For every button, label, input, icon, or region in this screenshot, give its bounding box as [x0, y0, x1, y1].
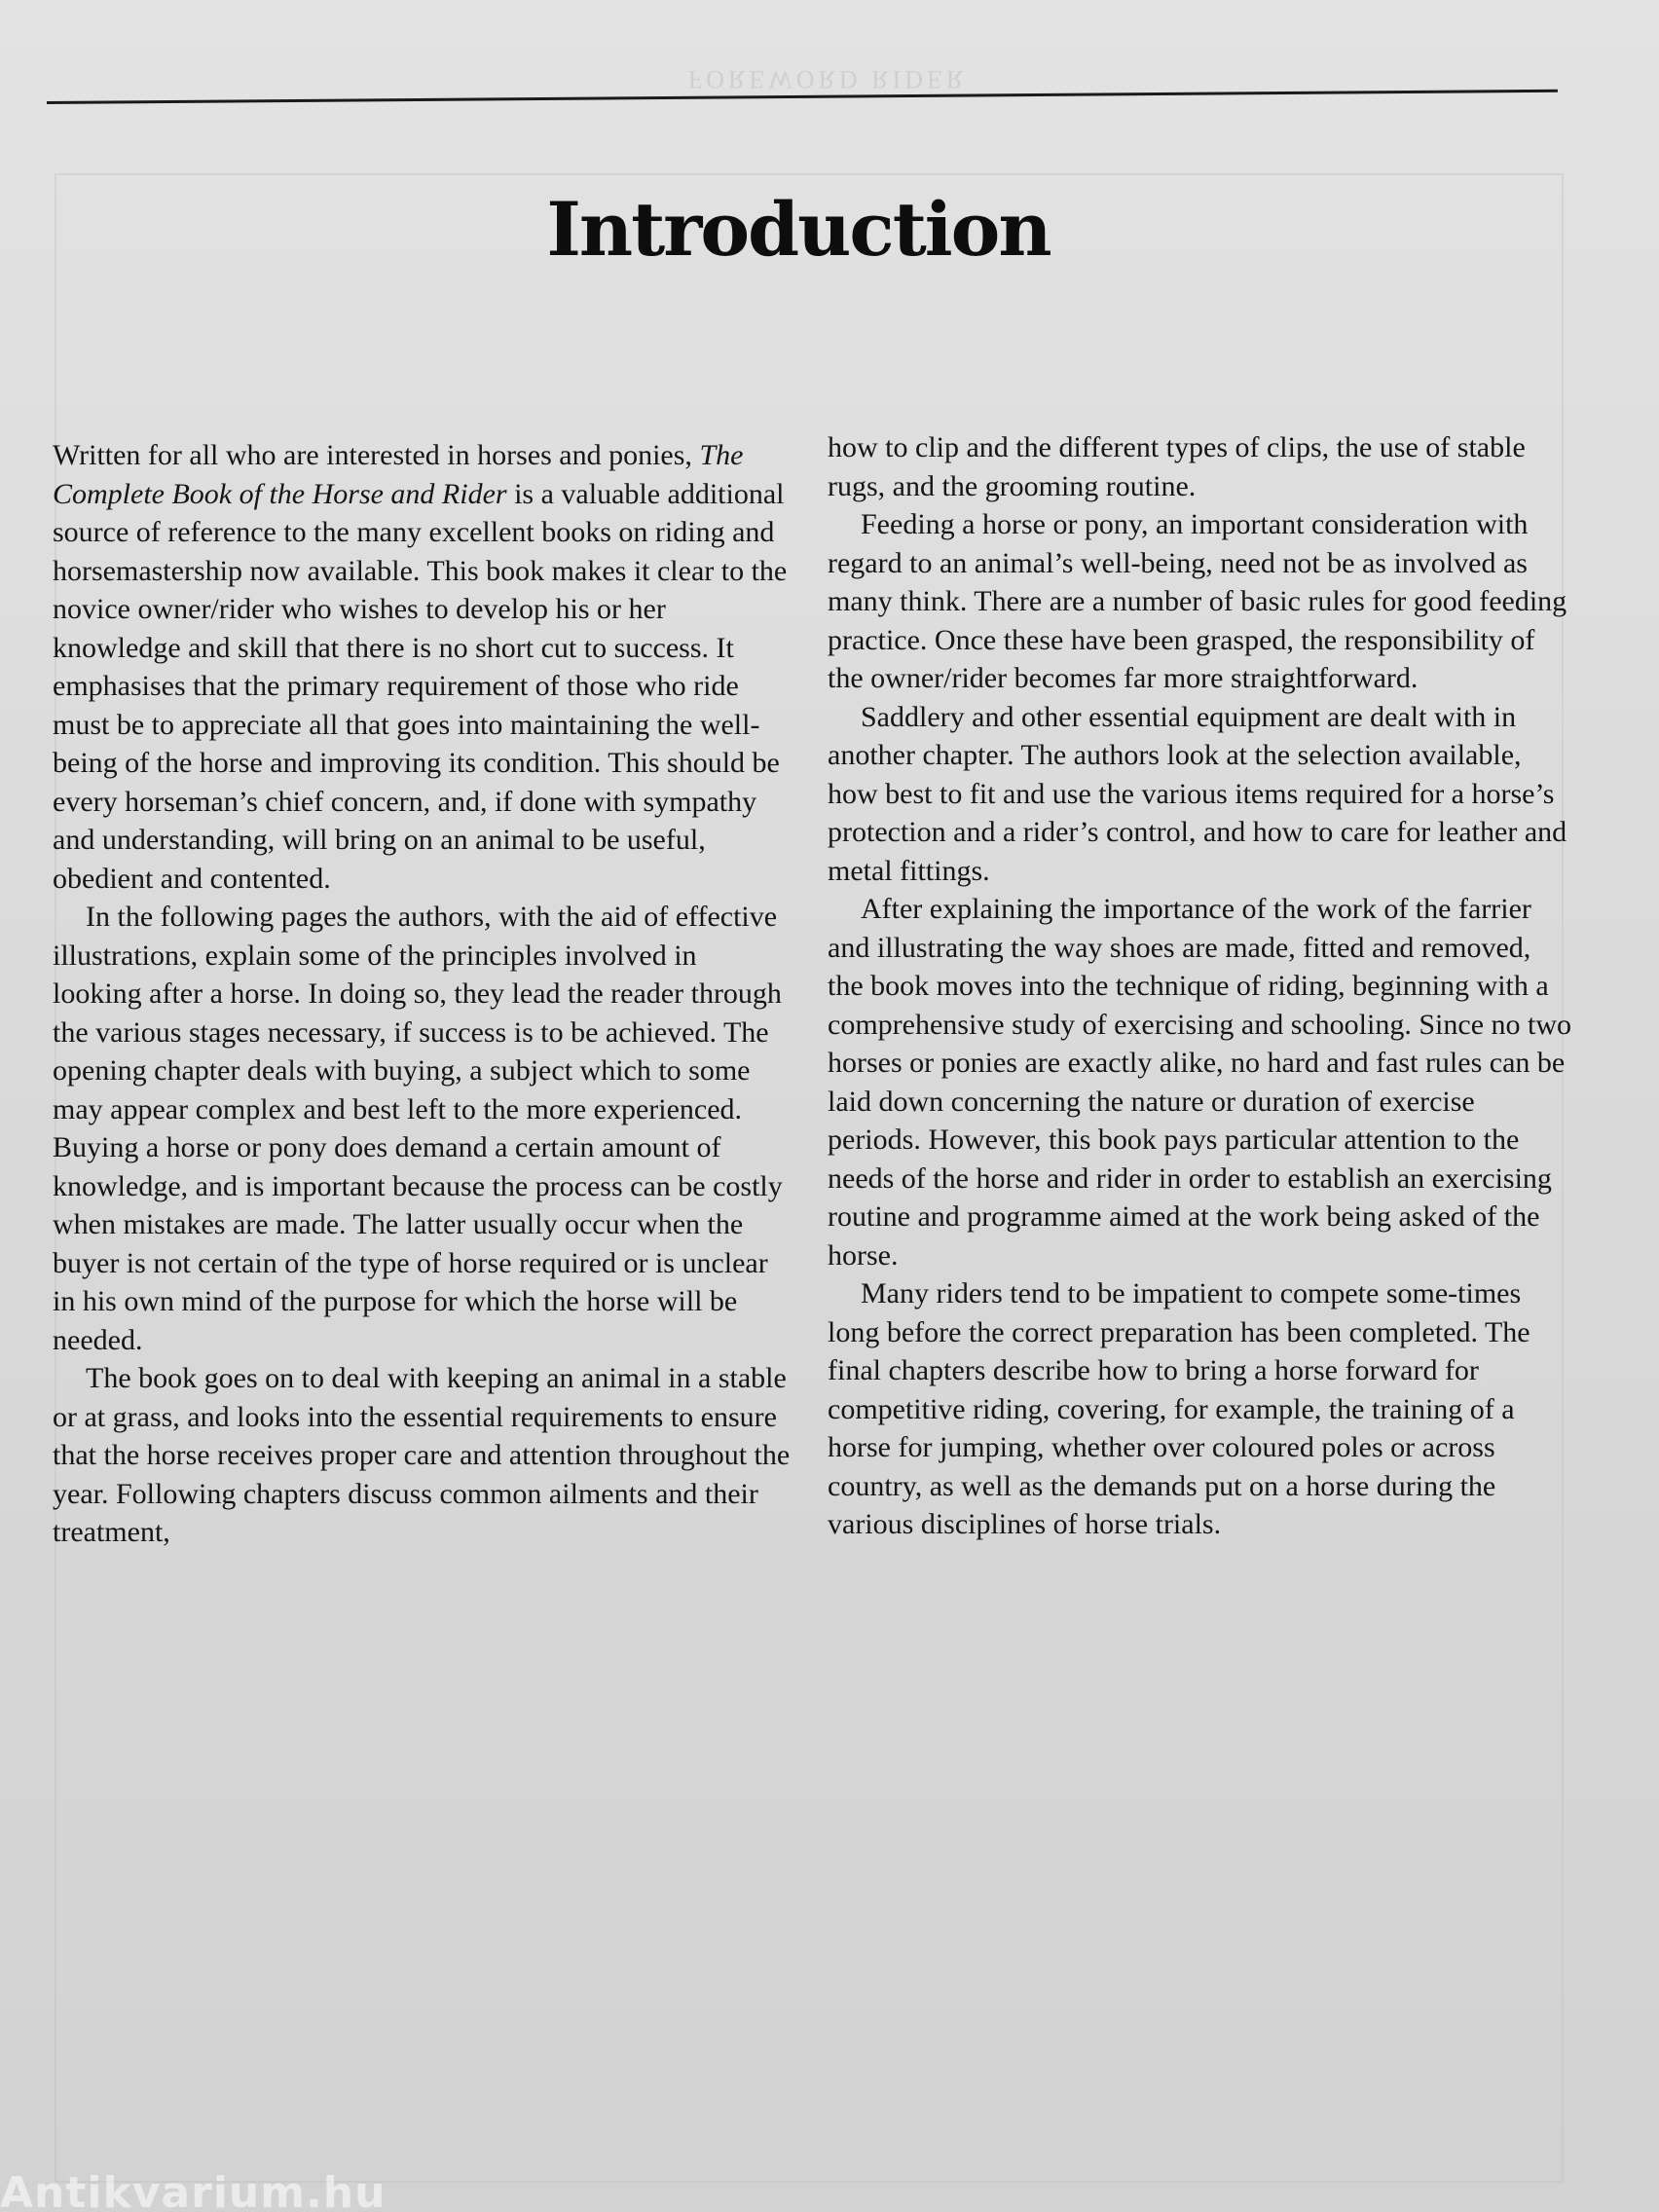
page-title: Introduction [546, 185, 1051, 273]
paragraph-3: The book goes on to deal with keeping an animal in a stable or at grass, and looks into the essential requirements to ensure that the horse receives proper care and attention throughout the year. Following chapters discuss common ailments and their treatment, [53, 1362, 791, 1548]
paragraph-competition: Many riders tend to be impatient to compete some-times long before the correct preparation has been completed. The final chapters describe how to bring a horse forward for competitive riding, covering, for example, the training of a horse for jumping, whether over coloured poles or across country, as well as the demands put on a horse during the various disciplines of horse trials. [828, 1277, 1530, 1540]
paragraph-1-start: Written for all who are interested in horses and ponies, [53, 439, 692, 471]
show-through-header: FOREWORD RIDER [687, 65, 968, 93]
paragraph-feeding: Feeding a horse or pony, an important consideration with regard to an animal’s well-being, need not be as involved as many think. There are a number of basic rules for good feeding practice. Once these have been grasped, the responsibility of the owner/rider becomes far more straightforward. [828, 508, 1567, 694]
paragraph-continued: how to clip and the different types of clips, the use of stable rugs, and the grooming routine. [828, 431, 1526, 502]
right-column [828, 428, 1572, 1544]
paragraph-riding: After explaining the importance of the work of the farrier and illustrating the way shoes are made, fitted and removed, the book moves into the technique of riding, beginning with a comprehensive study of exercising and schooling. Since no two horses or ponies are exactly alike, no hard and fast rules can be laid down concerning the nature or duration of exercise periods. However, this book pays particular attention to the needs of the horse and rider in order to establish an exercising routine and programme aimed at the work being asked of the horse. [828, 893, 1572, 1272]
paragraph-saddlery: Saddlery and other essential equipment are dealt with in another chapter. The authors look at the selection available, how best to fit and use the various items required for a horse’s protection and a rider’s control, and how to care for leather and metal fittings. [828, 700, 1567, 887]
paragraph-2: In the following pages the authors, with the aid of effective illustrations, explain some of the principles involved in looking after a horse. In doing so, they lead the reader through the various stages necessary, if success is to be achieved. The opening chapter deals with buying, a subject which to some may appear complex and best left to the more experienced. Buying a horse or pony does demand a certain amount of knowledge, and is important because the process can be costly when mistakes are made. The latter usually occur when the buyer is not certain of the type of horse required or is unclear in his own mind of the purpose for which the horse will be needed. [53, 901, 783, 1356]
paragraph-1-rest: is a valuable additional source of reference to the many excellent books on riding and horsemastership now available. This book makes it clear to the novice owner/rider who wishes to develop his or her knowledge and skill that there is no short cut to success. It emphasises that the primary requirement of those who ride must be to appreciate all that goes into maintaining the well-being of the horse and improving its condition. This should be every horseman’s chief concern, and, if done with sympathy and understanding, will bring on an animal to be useful, obedient and contented. [53, 477, 788, 895]
book-title: The Complete Book of the Horse and Rider [53, 439, 744, 510]
paragraph-1 [53, 436, 793, 898]
left-column [53, 436, 793, 1552]
watermark: Antikvarium.hu [0, 2168, 387, 2212]
